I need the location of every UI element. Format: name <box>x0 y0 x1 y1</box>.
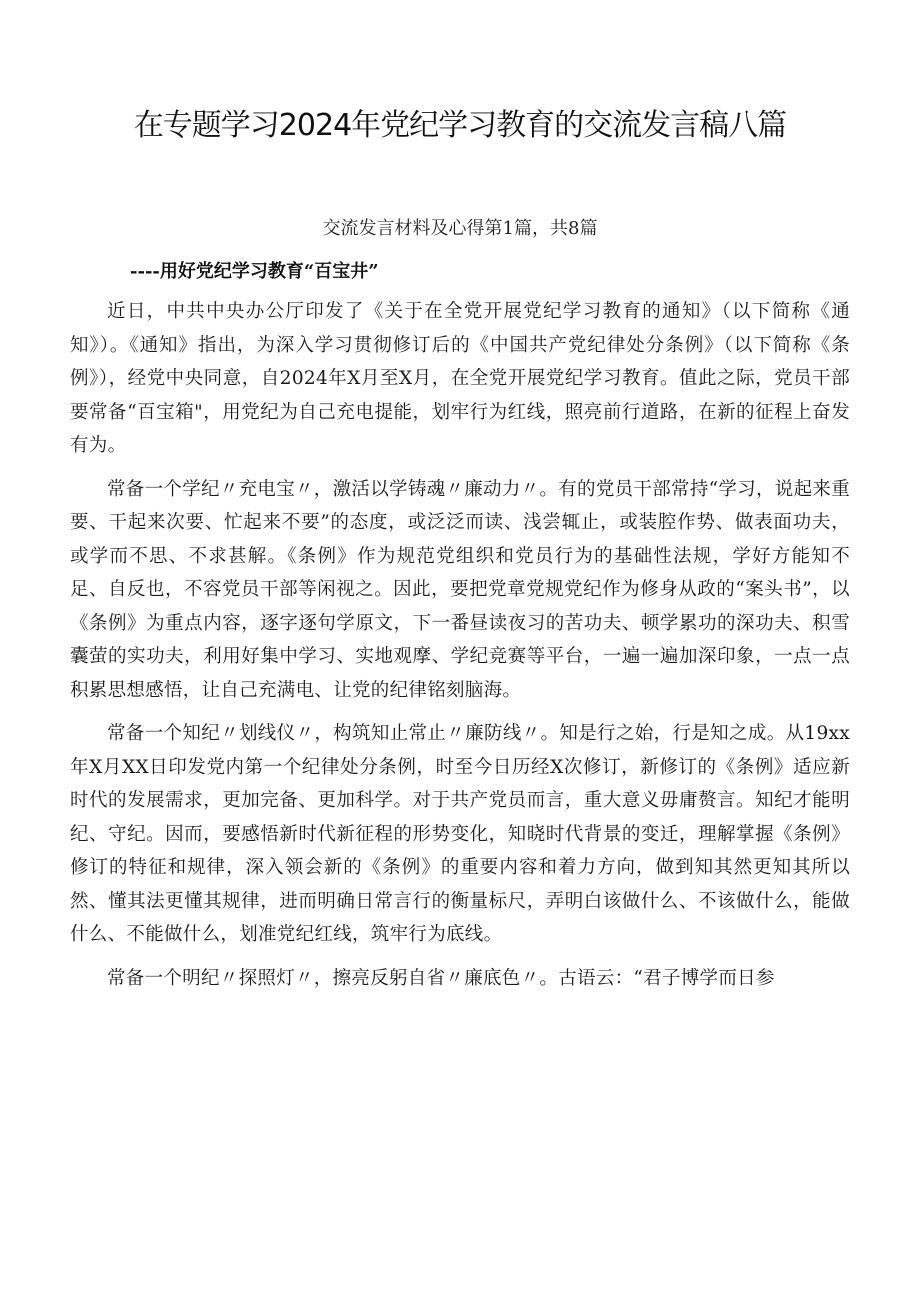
document-title: 在专题学习2024年党纪学习教育的交流发言稿八篇 <box>133 108 787 143</box>
document-body <box>70 295 850 1005</box>
paragraph-3: 常备一个知纪〃划线仪〃，构筑知止常止〃廉防线〃。知是行之始，行是知之成。从19xx年X月XX日印发党内第一个纪律处分条例，时至今日历经X次修订，新修订的《条例》适应新时代的发展需求，更加完备、更加科学。对于共产党员而言，重大意义毋庸赘言。知纪才能明纪、守纪。因而，要感悟新时代新征程的形势变化，知晓时代背景的变迁，理解掌握《条例》修订的特征和规律，深入领会新的《条例》的重要内容和着力方向，做到知其然更知其所以然、懂其法更懂其规律，进而明确日常言行的衡量标尺，弄明白该做什么、不该做什么，能做什么、不能做什么，划准党纪红线，筑牢行为底线。 <box>70 723 850 945</box>
section-heading: ----用好党纪学习教育“百宝井” <box>130 261 379 282</box>
paragraph-4: 常备一个明纪〃探照灯〃，擦亮反躬自省〃廉底色〃。古语云：“君子博学而日参 <box>107 967 775 989</box>
paragraph-1: 近日，中共中央办公厅印发了《关于在全党开展党纪学习教育的通知》（以下简称《通知》）。《通知》指出，为深入学习贯彻修订后的《中国共产党纪律处分条例》（以下简称《条例》），经党中央同意，自2024年X月至X月，在全党开展党纪学习教育。值此之际，党员干部要常备“百宝箱"，用党纪为自己充电提能，划牢行为红线，照亮前行道路，在新的征程上奋发有为。 <box>70 301 850 456</box>
paragraph-2: 常备一个学纪〃充电宝〃，激活以学铸魂〃廉动力〃。有的党员干部常持“学习，说起来重要、干起来次要、忙起来不要”的态度，或泛泛而读、浅尝辄止，或装腔作势、做表面功夫，或学而不思、不求甚解。《条例》作为规范党组织和党员行为的基础性法规，学好方能知不足、自反也，不容党员干部等闲视之。因此，要把党章党规党纪作为修身从政的“案头书”，以《条例》为重点内容，逐字逐句学原文，下一番昼读夜习的苦功夫、顿学累功的深功夫、积雪囊萤的实功夫，利用好集中学习、实地观摩、学纪竞赛等平台，一遍一遍加深印象，一点一点积累思想感悟，让自己充满电、让党的纪律铭刻脑海。 <box>70 478 850 701</box>
document-subtitle: 交流发言材料及心得第1篇，共8篇 <box>322 218 598 239</box>
